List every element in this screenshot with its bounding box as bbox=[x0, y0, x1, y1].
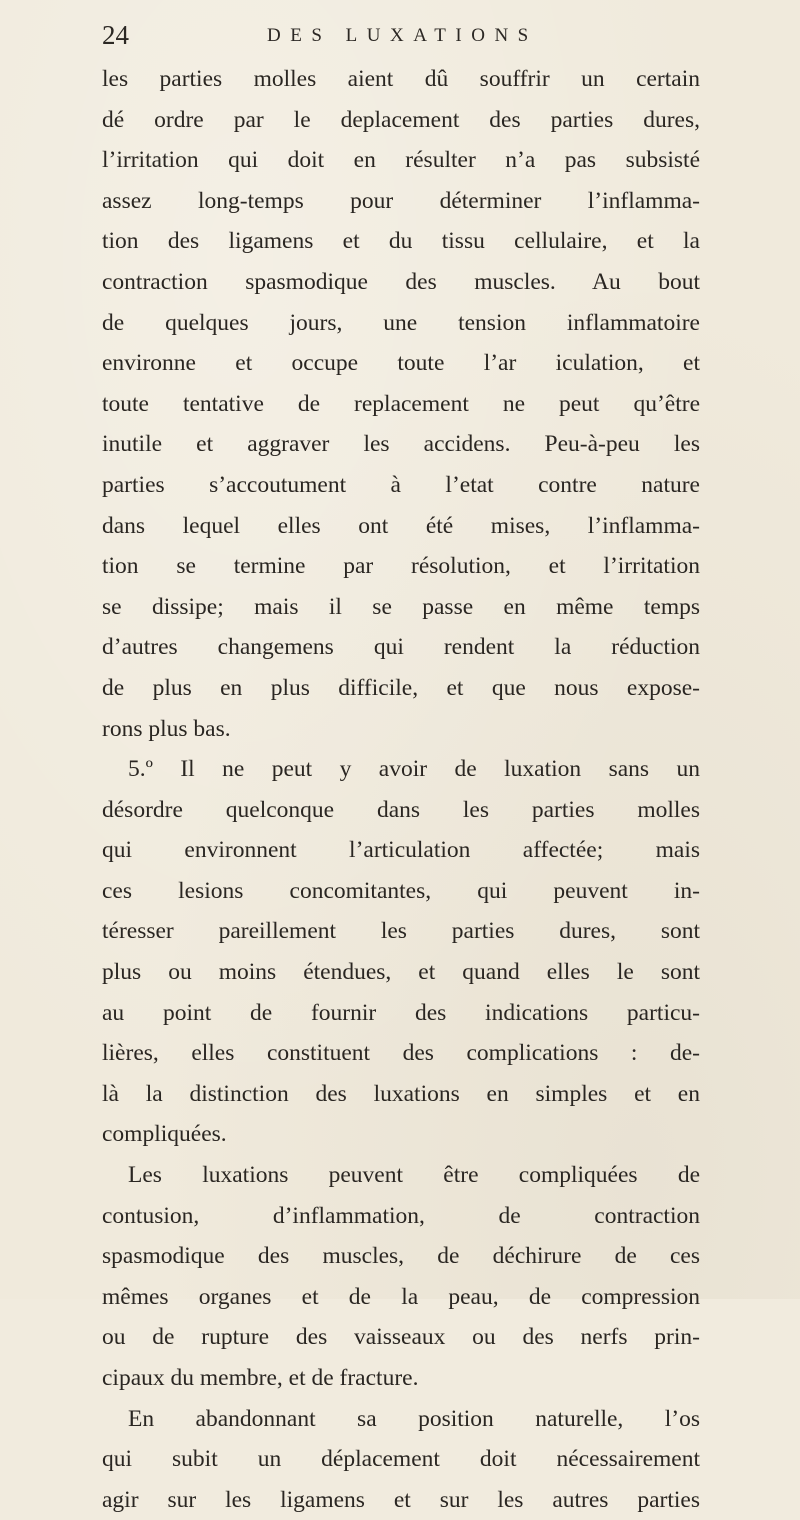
text-line: parties s’accoutument à l’etat contre nature bbox=[102, 471, 700, 498]
running-title: DES LUXATIONS bbox=[267, 25, 538, 46]
text-line: contusion, d’inflammation, de contraction bbox=[102, 1202, 700, 1229]
text-line: au point de fournir des indications particu- bbox=[102, 999, 700, 1026]
text-line: qui environnent l’articulation affectée; mais bbox=[102, 837, 700, 864]
text-line: En abandonnant sa position naturelle, l’os bbox=[128, 1405, 700, 1432]
running-head bbox=[102, 20, 698, 56]
text-line: tion des ligamens et du tissu cellulaire, et la bbox=[102, 228, 700, 255]
text-line: rons plus bas. bbox=[102, 715, 231, 742]
text-line: plus ou moins étendues, et quand elles le sont bbox=[102, 959, 700, 986]
text-line: mêmes organes et de la peau, de compression bbox=[102, 1283, 700, 1310]
text-line: Les luxations peuvent être compliquées de bbox=[128, 1162, 700, 1189]
text-line: désordre quelconque dans les parties molles bbox=[102, 796, 700, 823]
text-line: tion se termine par résolution, et l’irritation bbox=[102, 553, 700, 580]
body-text bbox=[102, 59, 700, 1520]
text-line: se dissipe; mais il se passe en même temps bbox=[102, 593, 700, 620]
text-line: cipaux du membre, et de fracture. bbox=[102, 1365, 419, 1391]
text-line: toute tentative de replacement ne peut qu’être bbox=[102, 390, 700, 417]
text-line: environne et occupe toute l’ar iculation, et bbox=[102, 350, 700, 377]
text-line: 5.º Il ne peut y avoir de luxation sans un bbox=[128, 756, 700, 783]
text-line: inutile et aggraver les accidens. Peu-à-peu les bbox=[102, 431, 700, 458]
text-line: ces lesions concomitantes, qui peuvent in- bbox=[102, 877, 700, 904]
text-line: l’irritation qui doit en résulter n’a pas subsisté bbox=[102, 147, 700, 174]
text-line: de plus en plus difficile, et que nous expose- bbox=[102, 674, 700, 701]
text-line: là la distinction des luxations en simples et en bbox=[102, 1080, 700, 1107]
text-line: ou de rupture des vaisseaux ou des nerfs prin- bbox=[102, 1324, 700, 1351]
text-line: d’autres changemens qui rendent la réduction bbox=[102, 634, 700, 661]
text-line: lières, elles constituent des complications : de- bbox=[102, 1040, 700, 1067]
text-line: assez long-temps pour déterminer l’inflamma- bbox=[102, 187, 700, 214]
page-number: 24 bbox=[102, 20, 129, 50]
text-line: qui subit un déplacement doit nécessairement bbox=[102, 1446, 700, 1473]
text-line: les parties molles aient dû souffrir un certain bbox=[102, 66, 700, 92]
text-line: spasmodique des muscles, de déchirure de ces bbox=[102, 1243, 700, 1270]
text-line: de quelques jours, une tension inflammatoire bbox=[102, 309, 700, 336]
text-line: agir sur les ligamens et sur les autres parties bbox=[102, 1486, 700, 1513]
text-line: téresser pareillement les parties dures, sont bbox=[102, 918, 700, 945]
text-line: contraction spasmodique des muscles. Au bout bbox=[102, 268, 700, 295]
text-line: compliquées. bbox=[102, 1121, 227, 1148]
text-line: dé ordre par le deplacement des parties dures, bbox=[102, 106, 700, 133]
text-line: dans lequel elles ont été mises, l’inflamma- bbox=[102, 512, 700, 539]
